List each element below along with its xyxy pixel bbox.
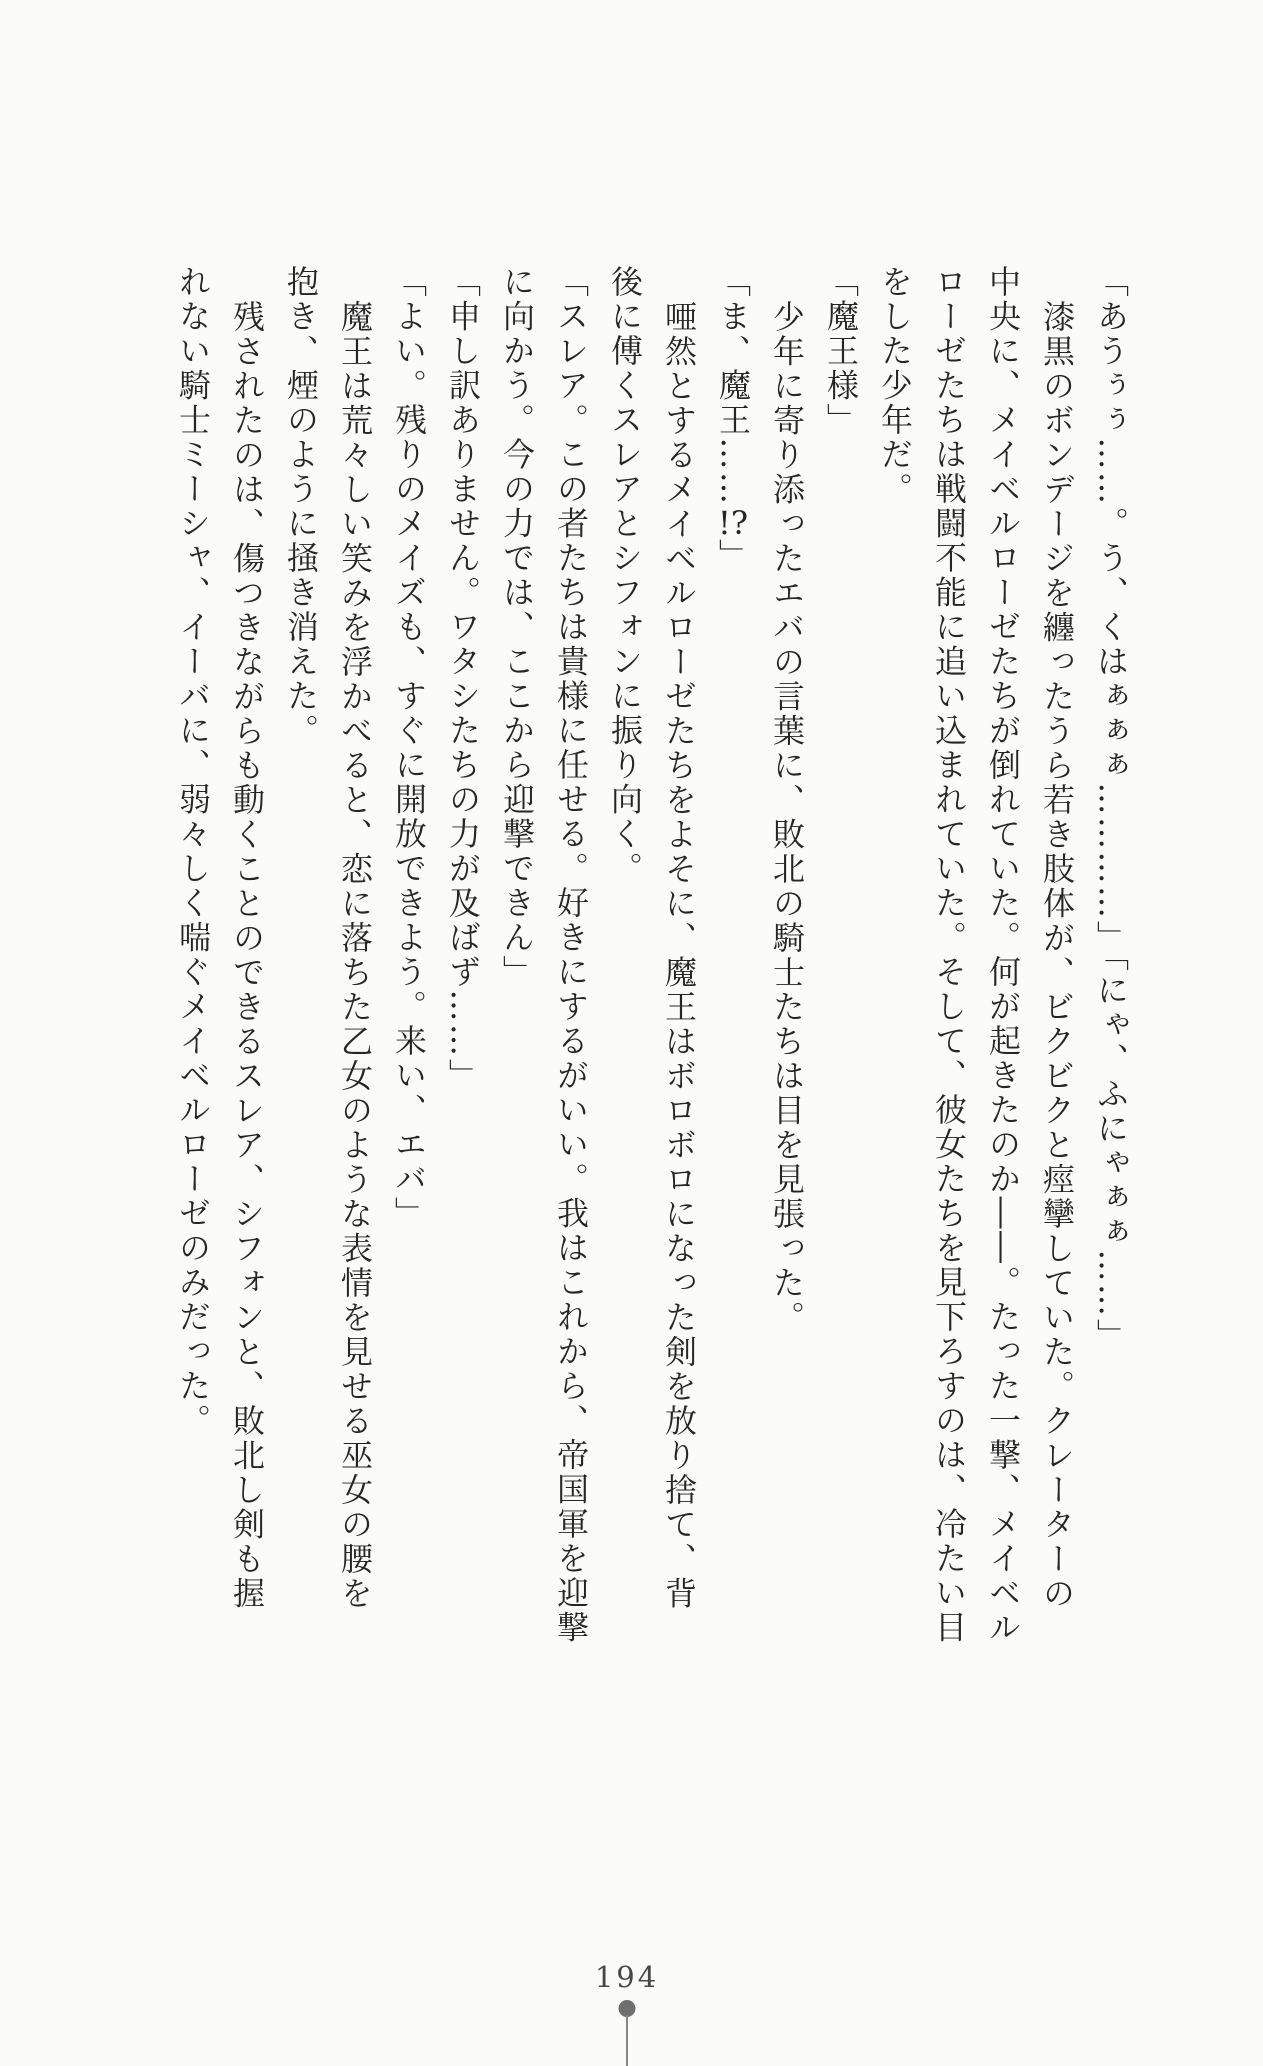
paragraph: 「ま、魔王……!?」 xyxy=(714,265,752,573)
page-ornament-line xyxy=(626,2015,628,2066)
page-number: 194 xyxy=(594,1960,660,1994)
paragraph: 「あうぅぅ……。う、くはぁぁぁ…………」「にゃ、ふにゃぁぁ……」 xyxy=(1092,265,1130,1353)
paragraph: 「申し訳ありません。ワタシたちの力が及ばず……」 xyxy=(444,265,482,1093)
paragraph: 残されたのは、傷つきながらも動くことのできるスレア、シフォンと、敗北し剣も握れない騎士ミーシャ、イーバに、弱々しく喘ぐメイベルローゼのみだった。 xyxy=(174,265,266,1611)
paragraph: 「よい。残りのメイズも、すぐに開放できよう。来い、エバ」 xyxy=(390,265,428,1231)
paragraph: 魔王は荒々しい笑みを浮かべると、恋に落ちた乙女のような表情を見せる巫女の腰を抱き、煙のように掻き消えた。 xyxy=(282,265,374,1611)
paragraph: 「スレア。この者たちは貴様に任せる。好きにするがいい。我はこれから、帝国軍を迎撃に向かう。今の力では、ここから迎撃できん」 xyxy=(498,265,590,1645)
paragraph: 漆黒のボンデージを纏ったうら若き肢体が、ビクビクと痙攣していた。クレーターの中央に、メイベルローゼたちが倒れていた。何が起きたのか――。たった一撃、メイベルローゼたちは戦闘不能に追い込まれていた。そして、彼女たちを見下ろすのは、冷たい目をした少年だ。 xyxy=(876,265,1076,1645)
paragraph: 少年に寄り添ったエバの言葉に、敗北の騎士たちは目を見張った。 xyxy=(768,300,806,1335)
text-block xyxy=(163,265,1138,1645)
paragraph: 唖然とするメイベルローゼたちをよそに、魔王はボロボロになった剣を放り捨て、背後に傅くスレアとシフォンに振り向く。 xyxy=(606,265,698,1611)
tate-chu-yoko: !? xyxy=(717,506,748,539)
paragraph: 「魔王様」 xyxy=(822,265,860,438)
